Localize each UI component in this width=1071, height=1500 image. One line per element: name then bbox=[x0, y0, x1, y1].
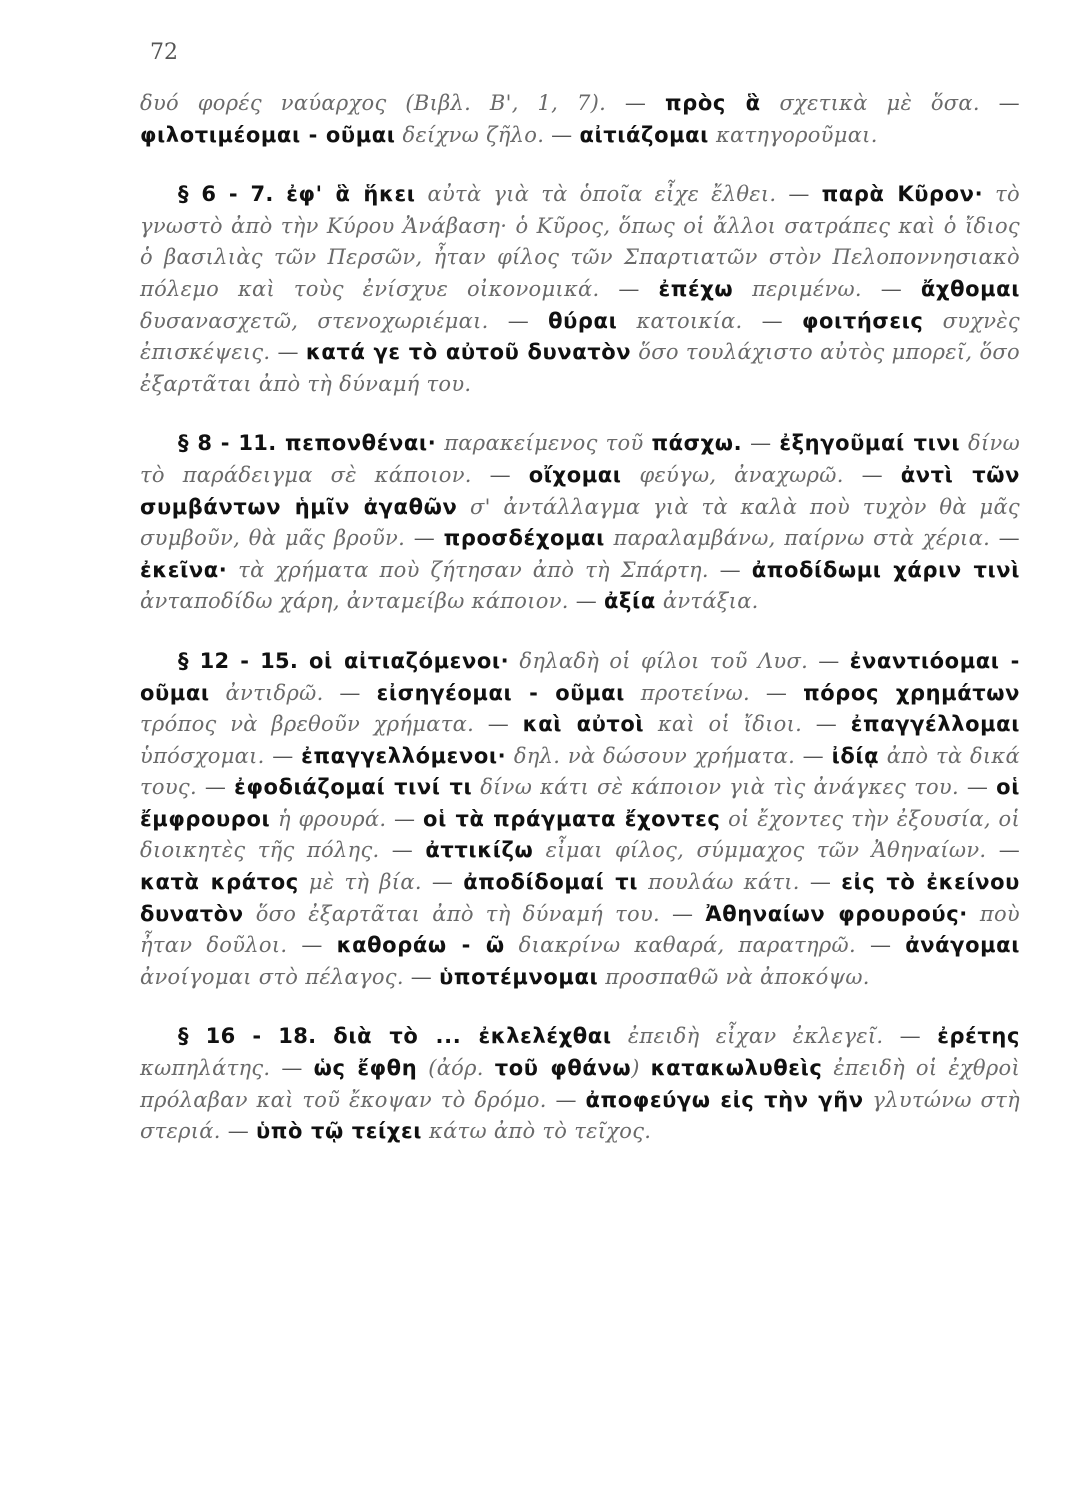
gloss-text: ὅσο τουλάχιστο αὐτὸς μπορεῖ, ὅσο ἐξαρτᾶται ἀπὸ τὴ δύναμή του. bbox=[140, 340, 1020, 396]
gloss-text: παρακείμενος τοῦ bbox=[436, 431, 652, 456]
separator-dash: — bbox=[599, 276, 659, 301]
separator-dash: — bbox=[958, 775, 997, 800]
separator-dash: — bbox=[606, 91, 665, 115]
lemma-term: αἰτιάζομαι bbox=[579, 122, 709, 147]
text-body bbox=[140, 88, 1020, 1148]
separator-dash: — bbox=[379, 838, 426, 863]
lemma-term: ὑπὸ τῷ τείχει bbox=[256, 1119, 423, 1144]
gloss-text: σχετικὰ μὲ ὅσα. bbox=[760, 91, 980, 115]
separator-dash: — bbox=[568, 589, 605, 614]
lemma-term: πάσχω. bbox=[651, 431, 743, 456]
separator-dash: — bbox=[287, 933, 337, 958]
separator-dash: — bbox=[270, 1056, 314, 1081]
lemma-term: φιλοτιμέομαι - οῦμαι bbox=[140, 122, 396, 147]
separator-dash: — bbox=[986, 838, 1021, 863]
gloss-text: γλυτώνω στὴ στεριά. bbox=[140, 1087, 1020, 1144]
lemma-term: τοῦ φθάνω bbox=[494, 1056, 632, 1081]
lemma-term: ἐναντιόομαι - οῦμαι bbox=[140, 648, 1020, 705]
gloss-text: εἶμαι φίλος, σύμμαχος τῶν Ἀθηναίων. bbox=[533, 838, 987, 863]
gloss-text: διακρίνω καθαρά, παρατηρῶ. bbox=[504, 933, 856, 958]
lemma-term: ἄχθομαι bbox=[920, 276, 1020, 301]
lemma-term: ἀττικίζω bbox=[425, 838, 534, 863]
gloss-text: κάτω ἀπὸ τὸ τεῖχος. bbox=[422, 1119, 652, 1144]
paragraph-sec-8-11 bbox=[140, 428, 1020, 618]
lemma-term: οἱ τὰ πράγματα ἔχοντες bbox=[423, 806, 721, 831]
gloss-text: δηλαδὴ οἱ φίλοι τοῦ Λυσ. bbox=[509, 648, 809, 673]
gloss-text: ἀντάξια. bbox=[655, 589, 759, 614]
gloss-text: παραλαμβάνω, παίρνω στὰ χέρια. bbox=[604, 526, 991, 551]
separator-dash: — bbox=[220, 1119, 257, 1144]
paragraph-intro bbox=[140, 88, 1020, 151]
paragraph-sec-12-15 bbox=[140, 646, 1020, 994]
gloss-text: ) bbox=[631, 1056, 651, 1081]
section-heading: § 8 - 11. bbox=[178, 431, 286, 456]
separator-dash: — bbox=[708, 557, 752, 582]
separator-dash: — bbox=[795, 743, 832, 768]
gloss-text: τὸ γνωστὸ ἀπὸ τὴν Κύρου Ἀνάβαση· ὁ Κῦρος, ὅπως οἱ ἄλλοι σατράπες καὶ ὁ ἴδιος ὁ βασιλιὰς τῶν Περσῶν, ἦταν φίλος τῶν Σπαρτιατῶν στὸν Πελοποννησιακὸ πόλεμο καὶ τοὺς ἐνίσχυε οἰκονομικά. bbox=[140, 182, 1020, 301]
separator-dash: — bbox=[196, 775, 235, 800]
lemma-term: ἀξία bbox=[604, 589, 656, 614]
separator-dash: — bbox=[749, 680, 804, 705]
separator-dash: — bbox=[808, 648, 850, 673]
gloss-text: ὅσο ἐξαρτᾶται ἀπὸ τὴ δύναμή του. bbox=[243, 901, 660, 926]
separator-dash: — bbox=[544, 122, 580, 147]
gloss-text: δυσανασχετῶ, στενοχωριέμαι. bbox=[140, 308, 489, 333]
separator-dash: — bbox=[546, 1087, 586, 1112]
gloss-text: ὑπόσχομαι. bbox=[140, 743, 265, 768]
gloss-text: φεύγω, ἀναχωρῶ. bbox=[621, 462, 844, 487]
gloss-text: κατοικία. bbox=[617, 308, 743, 333]
lemma-term: κατά γε τὸ αὐτοῦ δυνατὸν bbox=[305, 340, 632, 365]
lemma-term: ἀποφεύγω εἰς τὴν γῆν bbox=[585, 1087, 864, 1112]
section-heading: § 12 - 15. bbox=[178, 648, 310, 673]
lemma-term: ἀποδίδωμι χάριν τινὶ bbox=[751, 557, 1020, 582]
gloss-text: δυό φορές ναύαρχος (Βιβλ. Β', 1, 7). bbox=[140, 91, 607, 115]
lemma-term: κατὰ κράτος bbox=[140, 870, 299, 895]
gloss-text: κατηγοροῦμαι. bbox=[708, 122, 878, 147]
separator-dash: — bbox=[421, 870, 464, 895]
paragraph-sec-6-7 bbox=[140, 179, 1020, 400]
gloss-text: μὲ τὴ βία. bbox=[298, 870, 422, 895]
gloss-text: ἀπὸ τὰ δικά τους. bbox=[140, 743, 1020, 800]
gloss-text: ἐπειδὴ οἱ ἐχθροὶ πρόλαβαν καὶ τοῦ ἔκοψαν τὸ δρόμο. bbox=[140, 1056, 1020, 1112]
gloss-text: ἀνταποδίδω χάρη, ἀνταμείβω κάποιον. bbox=[140, 589, 569, 614]
lemma-term: ἐρέτης bbox=[937, 1024, 1021, 1049]
gloss-text: προσπαθῶ νὰ ἀποκόψω. bbox=[598, 964, 870, 989]
gloss-text: ἀνοίγομαι στὸ πέλαγος. bbox=[140, 964, 404, 989]
lemma-term: πόρος χρημάτων bbox=[803, 680, 1020, 705]
lemma-term: ἀντὶ τῶν συμβάντων ἡμῖν ἀγαθῶν bbox=[140, 462, 1020, 519]
separator-dash: — bbox=[979, 91, 1020, 115]
gloss-text: προτείνω. bbox=[624, 680, 750, 705]
section-heading: § 6 - 7. bbox=[178, 182, 287, 207]
lemma-term: παρὰ Κῦρον· bbox=[821, 182, 984, 207]
paragraph-sec-16-18 bbox=[140, 1021, 1020, 1147]
gloss-text: ἡ φρουρά. bbox=[270, 806, 387, 831]
gloss-text: (ἀόρ. bbox=[417, 1056, 495, 1081]
separator-dash: — bbox=[990, 526, 1020, 551]
lemma-term: ἀνάγομαι bbox=[905, 933, 1020, 958]
separator-dash: — bbox=[883, 1024, 938, 1049]
separator-dash: — bbox=[405, 526, 444, 551]
separator-dash: — bbox=[474, 712, 523, 737]
lemma-term: προσδέχομαι bbox=[443, 526, 605, 551]
separator-dash: — bbox=[403, 964, 440, 989]
lemma-term: Ἀθηναίων φρουρούς· bbox=[705, 901, 968, 926]
lemma-term: εἰς τὸ ἐκείνου δυνατὸν bbox=[140, 870, 1020, 926]
separator-dash: — bbox=[802, 712, 851, 737]
gloss-text: τὰ χρήματα ποὺ ζήτησαν ἀπὸ τὴ Σπάρτη. bbox=[227, 557, 709, 582]
lemma-term: ἐπαγγέλλομαι bbox=[850, 712, 1020, 737]
gloss-text: ἐπειδὴ εἶχαν ἐκλεγεῖ. bbox=[611, 1024, 884, 1049]
lemma-term: ἐφ' ἃ ἥκει bbox=[286, 182, 416, 207]
gloss-text: κωπηλάτης. bbox=[140, 1056, 271, 1081]
gloss-text: ἀντιδρῶ. bbox=[209, 680, 324, 705]
gloss-text: σ' ἀντάλλαγμα γιὰ τὰ καλὰ ποὺ τυχὸν θὰ μᾶς συμβοῦν, θὰ μᾶς βροῦν. bbox=[140, 494, 1020, 551]
lemma-term: οἱ αἰτιαζόμενοι· bbox=[309, 648, 510, 673]
lemma-term: ἐπαγγελλόμενοι· bbox=[301, 743, 507, 768]
separator-dash: — bbox=[861, 276, 921, 301]
gloss-text: ποὺ ἦταν δοῦλοι. bbox=[140, 901, 1020, 958]
lemma-term: ἐκεῖνα· bbox=[140, 557, 228, 582]
separator-dash: — bbox=[471, 462, 529, 487]
gloss-text: δηλ. νὰ δώσουν χρήματα. bbox=[506, 743, 796, 768]
gloss-text: καὶ οἱ ἴδιοι. bbox=[644, 712, 803, 737]
lemma-term: οἴχομαι bbox=[528, 462, 622, 487]
separator-dash: — bbox=[660, 901, 706, 926]
separator-dash: — bbox=[264, 743, 302, 768]
gloss-text: αὐτὰ γιὰ τὰ ὁποῖα εἶχε ἔλθει. bbox=[415, 182, 777, 207]
gloss-text: οἱ ἔχοντες τὴν ἐξουσία, οἱ διοικητὲς τῆς πόλης. bbox=[140, 806, 1020, 863]
separator-dash: — bbox=[776, 182, 822, 207]
separator-dash: — bbox=[270, 340, 306, 365]
separator-dash: — bbox=[742, 431, 780, 456]
lemma-term: διὰ τὸ ... ἐκλελέχθαι bbox=[333, 1024, 612, 1049]
separator-dash: — bbox=[742, 308, 802, 333]
lemma-term: κατακωλυθεὶς bbox=[650, 1056, 823, 1081]
lemma-term: καθοράω - ῶ bbox=[336, 933, 505, 958]
lemma-term: ὡς ἔφθη bbox=[313, 1056, 418, 1081]
gloss-text: περιμένω. bbox=[733, 276, 862, 301]
gloss-text: δίνω τὸ παράδειγμα σὲ κάποιον. bbox=[140, 431, 1020, 487]
separator-dash: — bbox=[799, 870, 842, 895]
lemma-term: θύραι bbox=[548, 308, 618, 333]
separator-dash: — bbox=[323, 680, 377, 705]
lemma-term: ὑποτέμνομαι bbox=[439, 964, 599, 989]
lemma-term: ἀποδίδομαί τι bbox=[463, 870, 639, 895]
gloss-text: δείχνω ζῆλο. bbox=[395, 122, 545, 147]
lemma-term: οἱ ἔμφρουροι bbox=[140, 775, 1020, 831]
lemma-term: ἐπέχω bbox=[658, 276, 734, 301]
gloss-text: πουλάω κάτι. bbox=[638, 870, 800, 895]
gloss-text: δίνω κάτι σὲ κάποιον γιὰ τὶς ἀνάγκες του. bbox=[472, 775, 959, 800]
lemma-term: καὶ αὐτοὶ bbox=[522, 712, 645, 737]
page-number: 72 bbox=[150, 40, 178, 65]
separator-dash: — bbox=[386, 806, 424, 831]
separator-dash: — bbox=[843, 462, 901, 487]
lemma-term: ἐφοδιάζομαί τινί τι bbox=[234, 775, 473, 800]
lemma-term: φοιτήσεις bbox=[802, 308, 924, 333]
lemma-term: εἰσηγέομαι - οῦμαι bbox=[376, 680, 625, 705]
section-heading: § 16 - 18. bbox=[178, 1024, 334, 1049]
lemma-term: ἐξηγοῦμαί τινι bbox=[779, 431, 961, 456]
gloss-text: τρόπος νὰ βρεθοῦν χρήματα. bbox=[140, 712, 475, 737]
lemma-term: πρὸς ἃ bbox=[665, 91, 761, 115]
gloss-text: συχνὲς ἐπισκέψεις. bbox=[140, 308, 1020, 365]
separator-dash: — bbox=[488, 308, 549, 333]
separator-dash: — bbox=[855, 933, 906, 958]
lemma-term: πεπονθέναι· bbox=[285, 431, 437, 456]
lemma-term: ἰδίᾳ bbox=[831, 743, 880, 768]
